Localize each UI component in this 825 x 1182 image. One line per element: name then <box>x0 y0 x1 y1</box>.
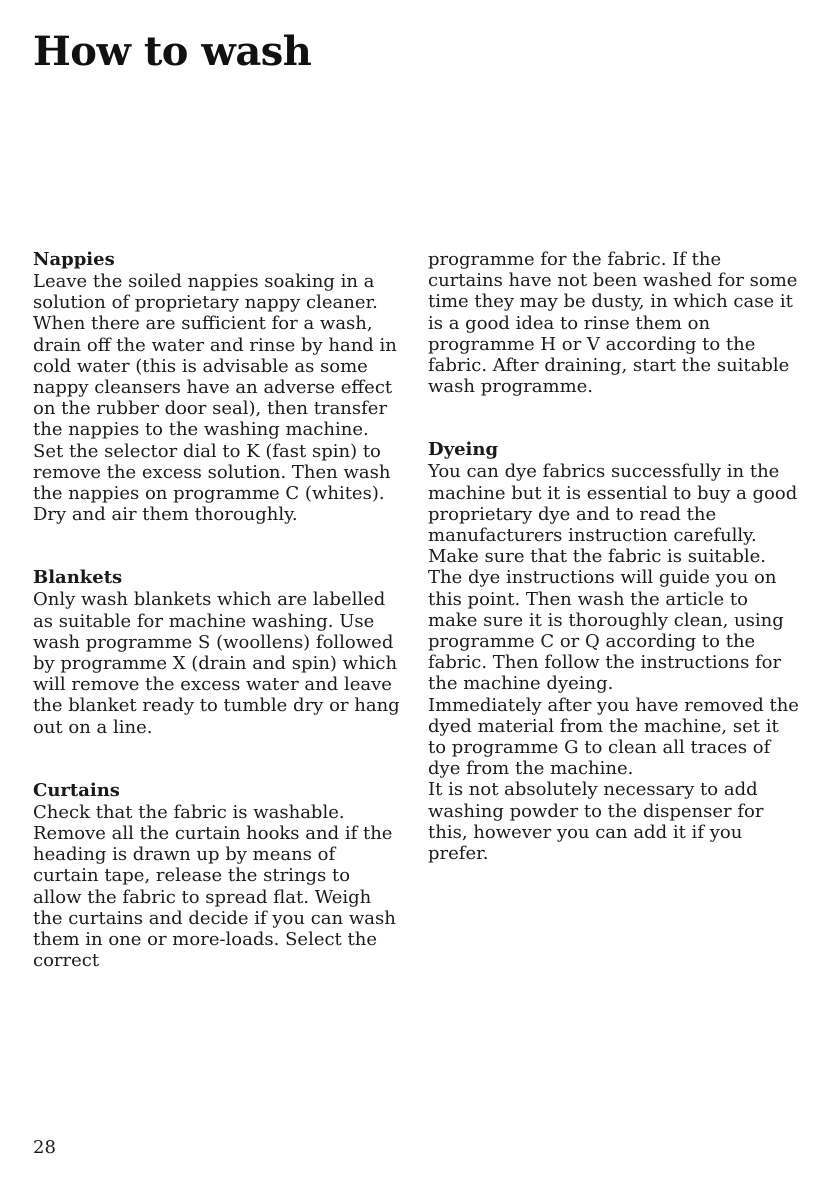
section-heading-curtains: Curtains <box>33 779 120 801</box>
section-body-blankets: Only wash blankets which are labelled as suitable for machine washing. Use wash programme S (woollens) followed by programme X (drain and spin) which will remove the excess water and leave the blanket ready to tumble dry or hang out on a line. <box>33 589 400 738</box>
section-dyeing <box>428 439 800 864</box>
left-column <box>33 249 403 971</box>
section-heading-nappies: Nappies <box>33 249 115 270</box>
section-blankets <box>33 567 403 737</box>
section-body-curtains-part2: programme for the fabric. If the curtains have not been washed for some time they may be dusty, in which case it is a good idea to rinse them on programme H or V according to the fabric. After draining, start the suitable wash programme. <box>428 249 798 398</box>
section-nappies <box>33 249 403 525</box>
section-body-dyeing-para2: Immediately after you have removed the dyed material from the machine, set it to programme G to clean all traces of dye from the machine. <box>428 694 799 780</box>
section-body-curtains-part1: Check that the fabric is washable. Remove all the curtain hooks and if the heading is drawn up by means of curtain tape, release the strings to allow the fabric to spread flat. Weigh the curtains and decide if you can wash them in one or more-loads. Select the correct <box>33 801 396 972</box>
section-body-dyeing-para3: It is not absolutely necessary to add washing powder to the dispenser for this, however you can add it if you prefer. <box>428 779 764 865</box>
page-number: 28 <box>33 1137 56 1158</box>
section-body-nappies: Leave the soiled nappies soaking in a solution of proprietary nappy cleaner. When there are sufficient for a wash, drain off the water and rinse by hand in cold water (this is advisable as some nappy cleansers have an adverse effect on the rubber door seal), then transfer the nappies to the washing machine. Set the selector dial to K (fast spin) to remove the excess solution. Then wash the nappies on programme C (whites). Dry and air them thoroughly. <box>33 271 397 526</box>
section-curtains-continued <box>428 249 800 397</box>
section-heading-dyeing: Dyeing <box>428 439 499 461</box>
section-heading-blankets: Blankets <box>33 567 123 589</box>
section-curtains <box>33 780 403 972</box>
page-title: How to wash <box>33 28 312 75</box>
right-column <box>428 249 800 864</box>
section-body-dyeing-para1: You can dye fabrics successfully in the machine but it is essential to buy a good proprietary dye and to read the manufacturers instruction carefully. Make sure that the fabric is suitable. The dye instructions will guide you on this point. Then wash the article to make sure it is thoroughly clean, using programme C or Q according to the fabric. Then follow the instructions for the machine dyeing. <box>428 461 798 695</box>
